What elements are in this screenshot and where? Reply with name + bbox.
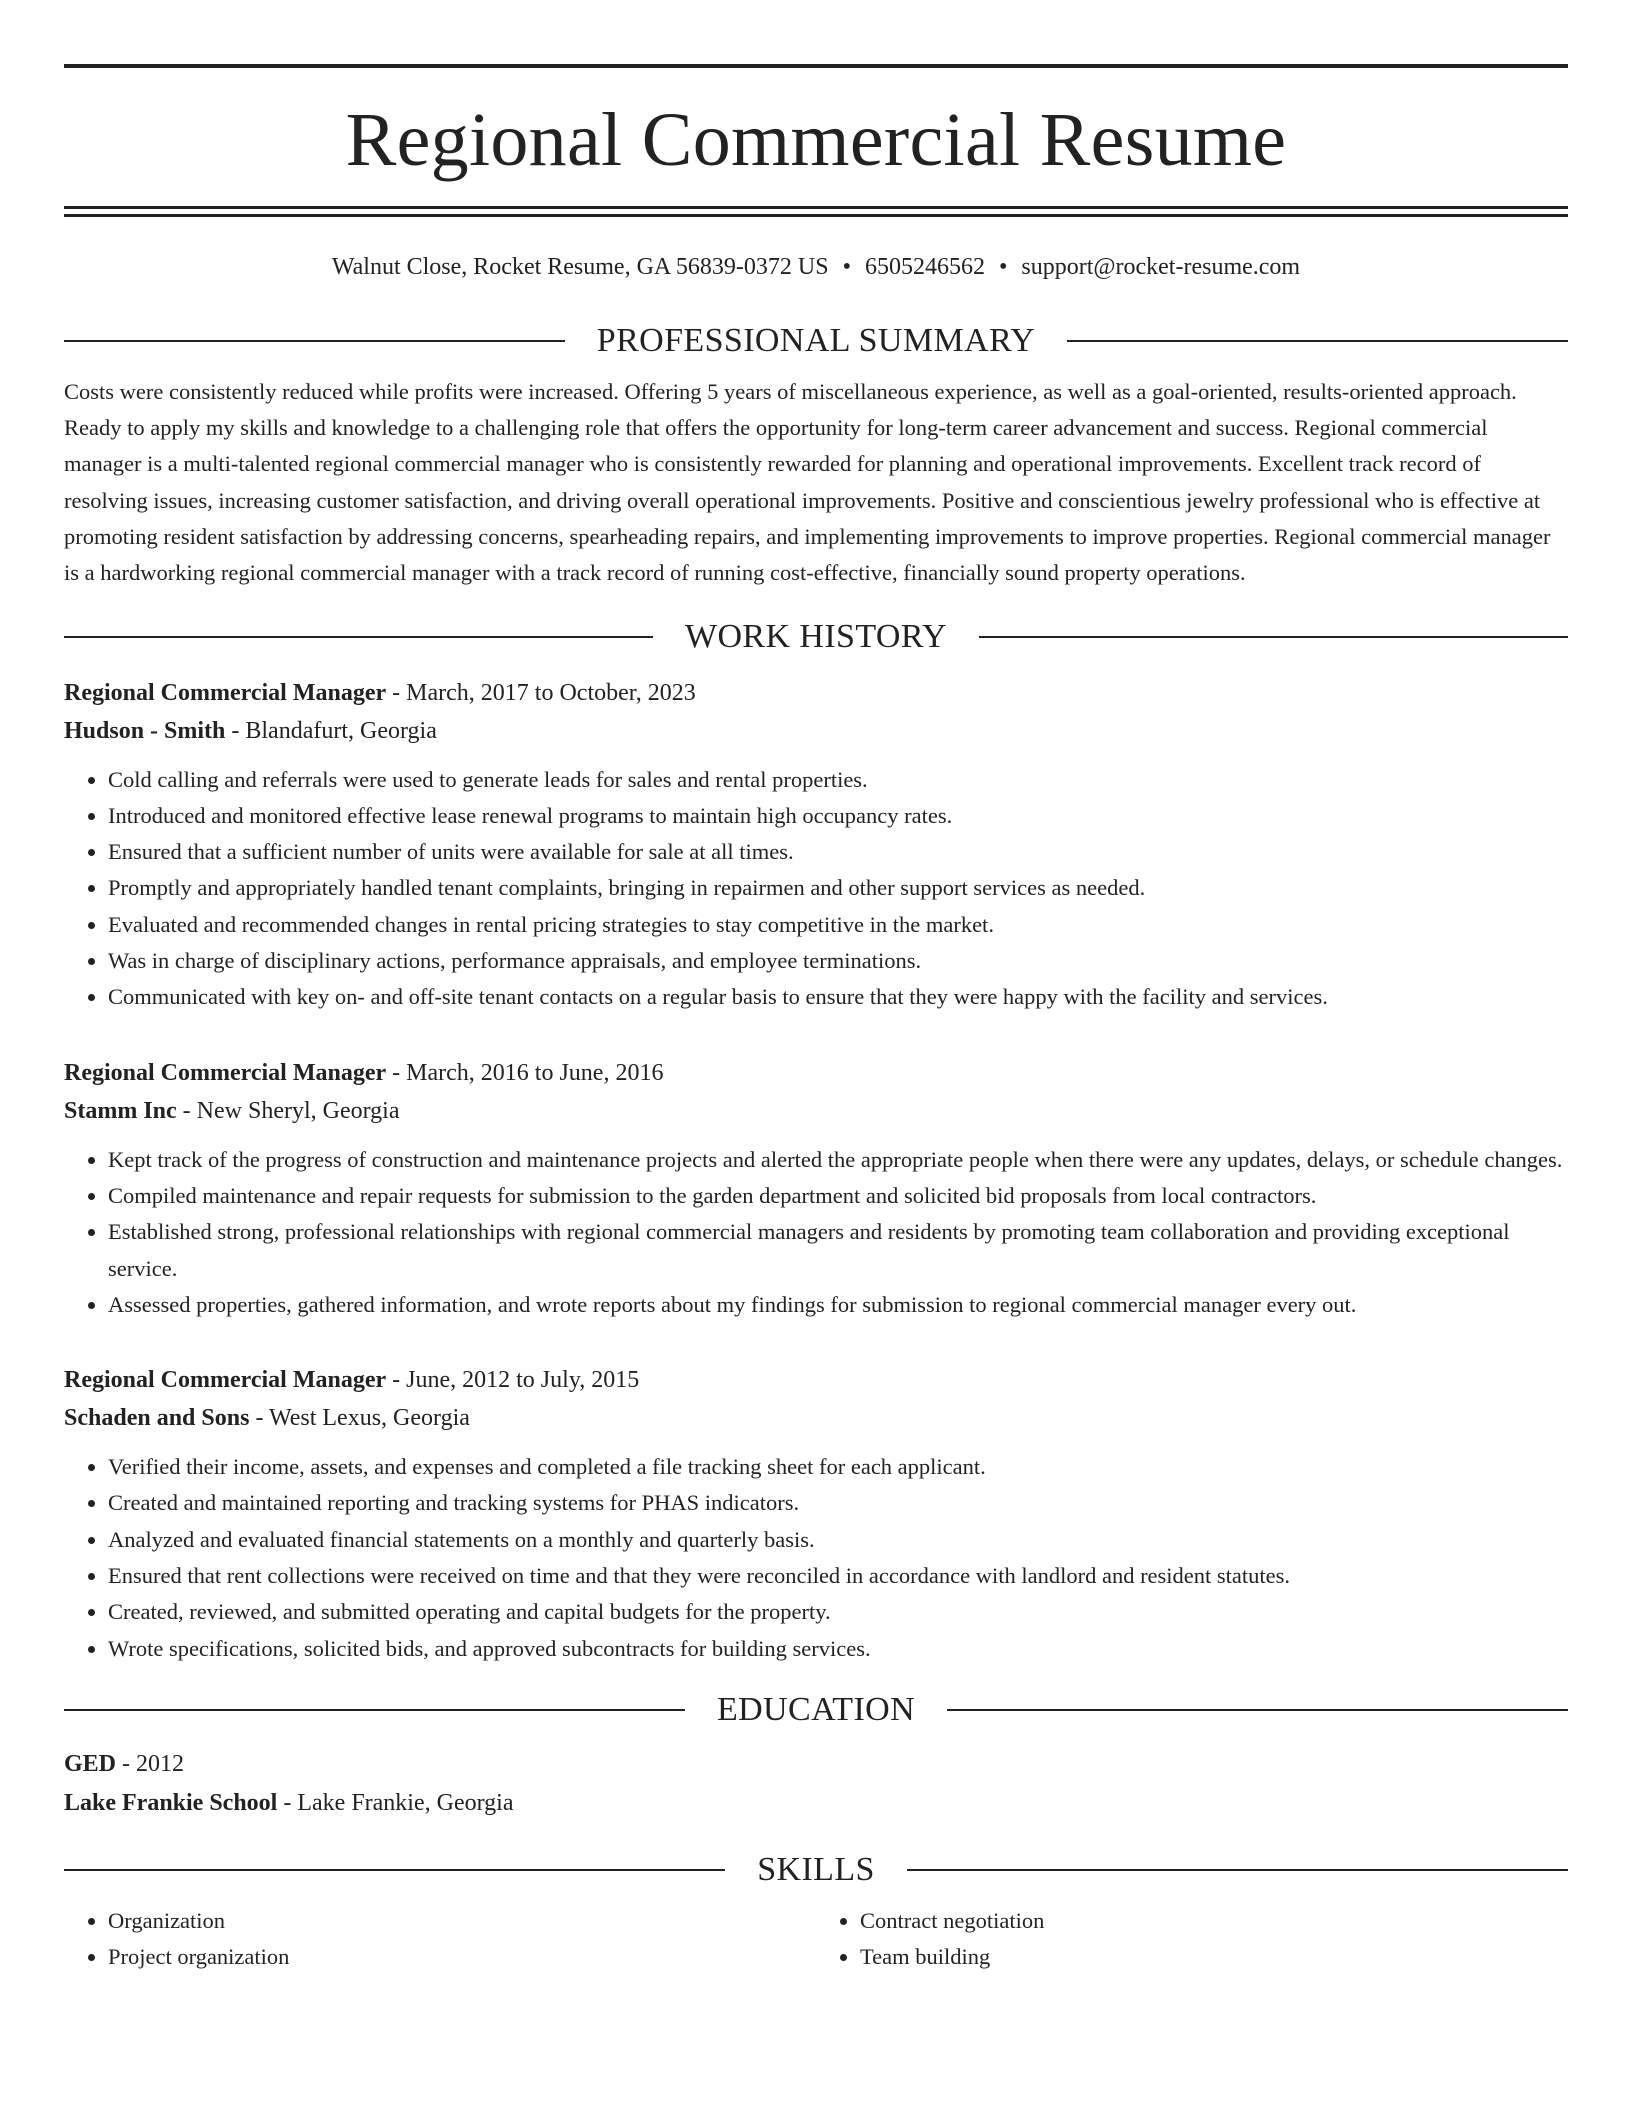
job-location: - New Sheryl, Georgia	[176, 1097, 400, 1124]
job-bullet: • Ensured that a sufficient number of units were available for sale at all times.	[108, 834, 1568, 870]
section-title: SKILLS	[757, 1850, 875, 1888]
contact-separator: •	[842, 254, 851, 280]
contact-phone: 6505246562	[865, 254, 985, 280]
job-bullet: • Promptly and appropriately handled tenant complaints, bringing in repairmen and other support services as needed.	[108, 870, 1568, 906]
education-degree: GED	[64, 1750, 117, 1777]
education-school: Lake Frankie School	[64, 1789, 278, 1816]
job-bullets	[64, 762, 1568, 1016]
skill-item: • Team building	[860, 1939, 1568, 1976]
job-title-line	[64, 1361, 1568, 1399]
skill-item: • Organization	[108, 1903, 816, 1940]
job-location: - West Lexus, Georgia	[249, 1405, 470, 1432]
heading-rule	[64, 340, 565, 342]
title-double-rule	[64, 206, 1568, 217]
section-heading-skills	[64, 1850, 1568, 1888]
job-bullet: • Assessed properties, gathered information, and wrote reports about my findings for submission to regional commercial manager every out.	[108, 1287, 1568, 1323]
job-company-line	[64, 1399, 1568, 1437]
section-heading-education	[64, 1690, 1568, 1728]
contact-separator: •	[999, 254, 1008, 280]
job-company-line	[64, 1092, 1568, 1130]
contact-address: Walnut Close, Rocket Resume, GA 56839-0372 US	[331, 254, 829, 280]
section-heading-summary	[64, 321, 1568, 359]
job-bullet: • Was in charge of disciplinary actions, performance appraisals, and employee terminations.	[108, 943, 1568, 979]
contact-email: support@rocket-resume.com	[1021, 254, 1301, 280]
work-history-list	[64, 674, 1568, 1667]
job-entry	[64, 674, 1568, 1016]
heading-rule	[979, 636, 1568, 638]
job-dates: - March, 2017 to October, 2023	[386, 679, 696, 706]
heading-rule	[64, 636, 653, 638]
job-bullet: • Analyzed and evaluated financial statements on a monthly and quarterly basis.	[108, 1522, 1568, 1558]
job-title-line	[64, 1054, 1568, 1092]
job-company: Schaden and Sons	[64, 1405, 250, 1432]
heading-rule	[64, 1869, 725, 1871]
education-school-line	[64, 1784, 1568, 1823]
education-degree-line	[64, 1745, 1568, 1784]
job-company: Hudson - Smith	[64, 717, 226, 744]
job-bullet: • Kept track of the progress of construction and maintenance projects and alerted the appropriate people when there were any updates, delays, or schedule changes.	[108, 1142, 1568, 1178]
education-location: - Lake Frankie, Georgia	[277, 1789, 514, 1816]
job-entry	[64, 1361, 1568, 1667]
job-company: Stamm Inc	[64, 1097, 177, 1124]
job-dates: - June, 2012 to July, 2015	[386, 1367, 640, 1394]
skills-grid	[64, 1903, 1568, 1976]
job-bullet: • Ensured that rent collections were received on time and that they were reconciled in accordance with landlord and resident statutes.	[108, 1558, 1568, 1594]
summary-text: Costs were consistently reduced while profits were increased. Offering 5 years of miscellaneous experience, as well as a goal-oriented, results-oriented approach. Ready to apply my skills and knowledge to a challenging role that offers the opportunity for long-term career advancement and success. Regional commercial manager is a multi-talented regional commercial manager who is consistently rewarded for planning and operational improvements. Excellent track record of resolving issues, increasing customer satisfaction, and driving overall operational improvements. Positive and conscientious jewelry professional who is effective at promoting resident satisfaction by addressing concerns, spearheading repairs, and implementing improvements to improve properties. Regional commercial manager is a hardworking regional commercial manager with a track record of running cost-effective, financially sound property operations.	[64, 378, 1551, 586]
top-rule	[64, 64, 1568, 68]
section-heading-work-history	[64, 617, 1568, 655]
job-bullets	[64, 1449, 1568, 1667]
skill-item: • Project organization	[108, 1939, 816, 1976]
job-title-line	[64, 674, 1568, 712]
job-location: - Blandafurt, Georgia	[225, 717, 437, 744]
skills-column-right	[816, 1903, 1568, 1976]
education-year: - 2012	[116, 1750, 185, 1777]
job-company-line	[64, 712, 1568, 750]
job-bullet: • Evaluated and recommended changes in rental pricing strategies to stay competitive in the market.	[108, 907, 1568, 943]
heading-rule	[64, 1709, 685, 1711]
skills-column-left	[64, 1903, 816, 1976]
job-bullet: • Communicated with key on- and off-site tenant contacts on a regular basis to ensure that they were happy with the facility and services.	[108, 979, 1568, 1015]
job-bullet: • Cold calling and referrals were used to generate leads for sales and rental properties.	[108, 762, 1568, 798]
job-bullet: • Compiled maintenance and repair requests for submission to the garden department and solicited bid proposals from local contractors.	[108, 1178, 1568, 1214]
section-title: PROFESSIONAL SUMMARY	[596, 321, 1036, 359]
job-bullet: • Verified their income, assets, and expenses and completed a file tracking sheet for each applicant.	[108, 1449, 1568, 1485]
job-bullet: • Established strong, professional relationships with regional commercial managers and residents by promoting team collaboration and providing exceptional service.	[108, 1214, 1568, 1287]
job-bullet: • Wrote specifications, solicited bids, and approved subcontracts for building services.	[108, 1631, 1568, 1667]
job-title: Regional Commercial Manager	[64, 1059, 387, 1086]
job-title: Regional Commercial Manager	[64, 679, 387, 706]
resume-title: Regional Commercial Resume	[345, 98, 1287, 182]
job-bullet: • Created, reviewed, and submitted operating and capital budgets for the property.	[108, 1594, 1568, 1630]
job-bullets	[64, 1142, 1568, 1323]
section-title: WORK HISTORY	[684, 617, 948, 655]
heading-rule	[1067, 340, 1568, 342]
job-dates: - March, 2016 to June, 2016	[386, 1059, 664, 1086]
heading-rule	[907, 1869, 1568, 1871]
section-title: EDUCATION	[716, 1690, 916, 1728]
heading-rule	[947, 1709, 1568, 1711]
job-bullet: • Introduced and monitored effective lease renewal programs to maintain high occupancy rates.	[108, 798, 1568, 834]
job-bullet: • Created and maintained reporting and tracking systems for PHAS indicators.	[108, 1485, 1568, 1521]
skill-item: • Contract negotiation	[860, 1903, 1568, 1940]
job-title: Regional Commercial Manager	[64, 1367, 387, 1394]
contact-line	[64, 253, 1568, 282]
job-entry	[64, 1054, 1568, 1323]
